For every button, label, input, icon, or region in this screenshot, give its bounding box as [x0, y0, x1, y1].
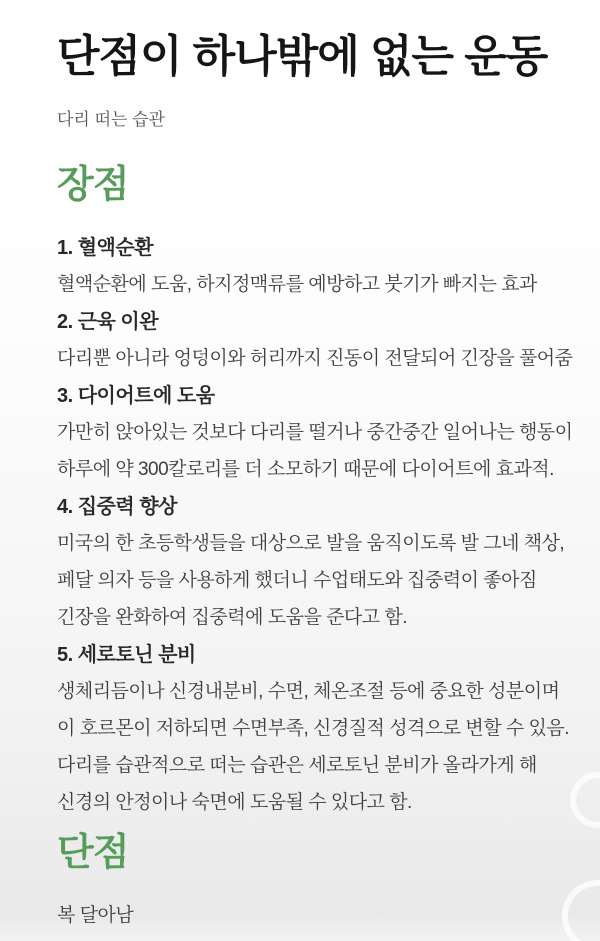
disadvantage-text: 복 달아남 — [57, 905, 134, 926]
advantage-item-text-line: 가만히 앉아있는 것보다 다리를 떨거나 중간중간 일어나는 행동이 — [57, 422, 573, 443]
advantage-item-text-line: 혈액순환에 도움, 하지정맥류를 예방하고 붓기가 빠지는 효과 — [57, 274, 537, 295]
page-subtitle: 다리 떠는 습관 — [57, 110, 165, 129]
advantage-item-text-line: 이 호르몬이 저하되면 수면부족, 신경질적 성격으로 변할 수 있음. — [57, 718, 569, 739]
advantage-item-title: 5. 세로토닌 분비 — [57, 644, 196, 666]
disadvantages-heading: 단점 — [57, 832, 129, 874]
advantage-item-text-line: 하루에 약 300칼로리를 더 소모하기 때문에 다이어트에 효과적. — [57, 459, 554, 480]
advantage-item-text-line: 신경의 안정이나 숙면에 도움될 수 있다고 함. — [57, 792, 412, 813]
advantage-item-text-line: 생체리듬이나 신경내분비, 수면, 체온조절 등에 중요한 성분이며 — [57, 681, 560, 702]
advantage-item-title: 4. 집중력 향상 — [57, 496, 177, 518]
advantage-item-text-line: 다리뿐 아니라 엉덩이와 허리까지 진동이 전달되어 긴장을 풀어줌 — [57, 348, 573, 369]
advantages-list — [57, 227, 573, 819]
advantage-item-text-line: 긴장을 완화하여 집중력에 도움을 준다고 함. — [57, 607, 408, 628]
advantage-item-text-line: 페달 의자 등을 사용하게 했더니 수업태도와 집중력이 좋아짐 — [57, 570, 537, 591]
advantages-heading: 장점 — [57, 164, 129, 206]
advantage-item-title: 2. 근육 이완 — [57, 311, 159, 333]
advantage-item-text-line: 미국의 한 초등학생들을 대상으로 발을 움직이도록 발 그네 책상, — [57, 533, 565, 554]
watermark-circle — [570, 772, 600, 828]
advantage-item-title: 3. 다이어트에 도움 — [57, 385, 215, 407]
page-title: 단점이 하나밖에 없는 운동 — [57, 32, 548, 81]
advantage-item-title: 1. 혈액순환 — [57, 237, 154, 259]
advantage-item-text-line: 다리를 습관적으로 떠는 습관은 세로토닌 분비가 올라가게 해 — [57, 755, 537, 776]
